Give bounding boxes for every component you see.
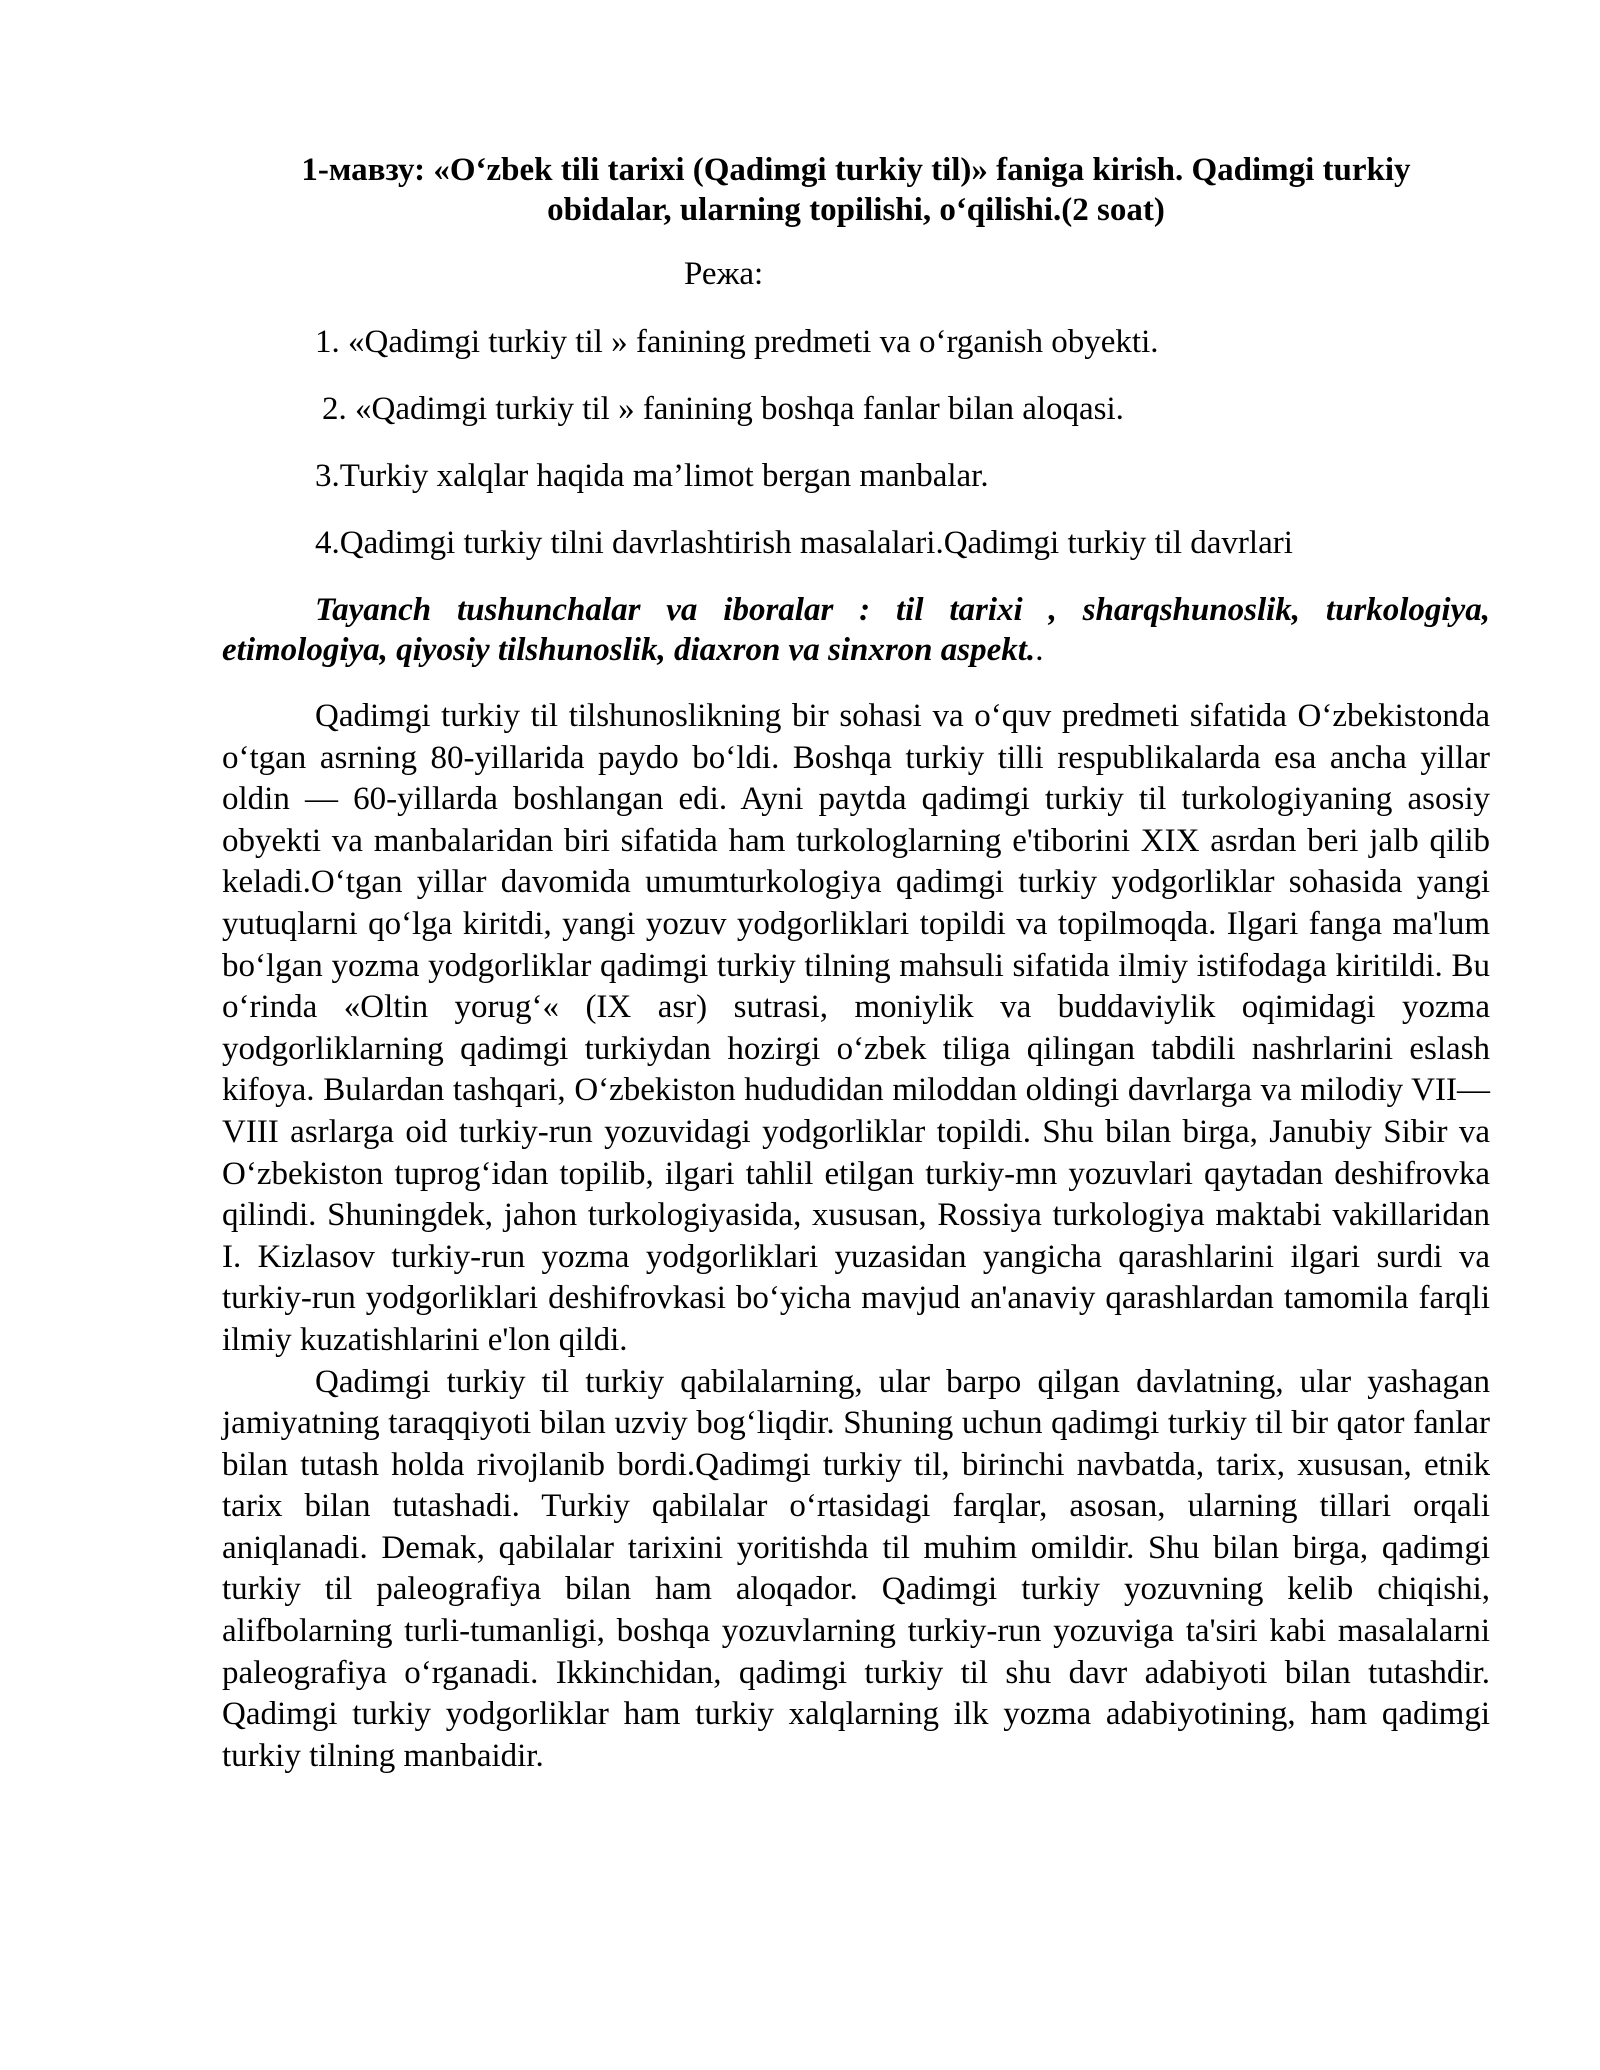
plan-heading: Режа: <box>684 256 764 292</box>
title-line-1: 1-мавзу: «Oʻzbek tili tarixi (Qadimgi turkiy til)» faniga kirish. Qadimgi turkiy <box>301 152 1411 188</box>
keywords-text: Tayanch tushunchalar va iboralar : til tarixi , sharqshunoslik, turkologiya, etimologiya, qiyosiy tilshunoslik, diaxron va sinxron aspekt. <box>222 592 1490 668</box>
document-page <box>222 150 1490 1777</box>
plan-item: 4.Qadimgi turkiy tilni davrlashtirish masalalari.Qadimgi turkiy til davrlari <box>315 525 1293 561</box>
plan-item: 2. «Qadimgi turkiy til » fanining boshqa fanlar bilan aloqasi. <box>322 391 1124 427</box>
body-paragraph: Qadimgi turkiy til tilshunoslikning bir sohasi va oʻquv predmeti sifatida Oʻzbekistonda oʻtgan asrning 80-yillarida paydo boʻldi. Boshqa turkiy tilli respublikalarda esa ancha yillar oldin — 60-yillarda boshlangan edi. Ayni paytda qadimgi turkiy til turkologiyaning asosiy obyekti va manbalaridan biri sifatida ham turkologlarning e'tiborini XIX asrdan beri jalb qilib keladi.Oʻtgan yillar davomida umumturkologiya qadimgi turkiy yodgorliklar sohasida yangi yutuqlarni qoʻlga kiritdi, yangi yozuv yodgorliklari topildi va topilmoqda. Ilgari fanga ma'lum boʻlgan yozma yodgorliklar qadimgi turkiy tilning mahsuli sifatida ilmiy istifodaga kiritildi. Bu oʻrinda «Oltin yorugʻ« (IX asr) sutrasi, moniylik va buddaviylik oqimidagi yozma yodgorliklarning qadimgi turkiydan hozirgi oʻzbek tiliga qilingan tabdili nashrlarini eslash kifoya. Bulardan tashqari, Oʻzbekiston hududidan miloddan oldingi davrlarga va milodiy VII—VIII asrlarga oid turkiy-run yozuvidagi yodgorliklar topildi. Shu bilan birga, Janubiy Sibir va Oʻzbekiston tuprogʻidan topilib, ilgari tahlil etilgan turkiy-mn yozuvlari qaytadan deshifrovka qilindi. Shuningdek, jahon turkologiyasida, xususan, Rossiya turkologiya maktabi vakillaridan I. Kizlasov turkiy-run yozma yodgorliklari yuzasidan yangicha qarashlarini ilgari surdi va turkiy-run yodgorliklari deshifrovkasi boʻyicha mavjud an'anaviy qarashlardan tamomila farqli ilmiy kuzatishlarini e'lon qildi. <box>222 698 1490 1358</box>
document-title <box>222 150 1490 230</box>
plan-item: 3.Turkiy xalqlar haqida ma’limot bergan manbalar. <box>315 458 989 494</box>
title-line-2: obidalar, ularning topilishi, oʻqilishi.(2 soat) <box>547 192 1165 228</box>
plan-list <box>222 322 1490 563</box>
body-paragraph: Qadimgi turkiy til turkiy qabilalarning, ular barpo qilgan davlatning, ular yashagan jamiyatning taraqqiyoti bilan uzviy bogʻliqdir. Shuning uchun qadimgi turkiy til bir qator fanlar bilan tutash holda rivojlanib bordi.Qadimgi turkiy til, birinchi navbatda, tarix, xususan, etnik tarix bilan tutashadi. Turkiy qabilalar oʻrtasidagi farqlar, asosan, ularning tillari orqali aniqlanadi. Demak, qabilalar tarixini yoritishda til muhim omildir. Shu bilan birga, qadimgi turkiy til paleografiya bilan ham aloqador. Qadimgi turkiy yozuvning kelib chiqishi, alifbolarning turli-tumanligi, boshqa yozuvlarning turkiy-run yozuviga ta'siri kabi masalalarni paleografiya oʻrganadi. Ikkinchidan, qadimgi turkiy til shu davr adabiyoti bilan tutashdir. Qadimgi turkiy yodgorliklar ham turkiy xalqlarning ilk yozma adabiyotining, ham qadimgi turkiy tilning manbaidir. <box>222 1363 1490 1774</box>
keywords-tail: . <box>1035 632 1044 668</box>
keywords-paragraph <box>222 590 1490 670</box>
plan-item: 1. «Qadimgi turkiy til » fanining predmeti va oʻrganish obyekti. <box>315 324 1159 360</box>
